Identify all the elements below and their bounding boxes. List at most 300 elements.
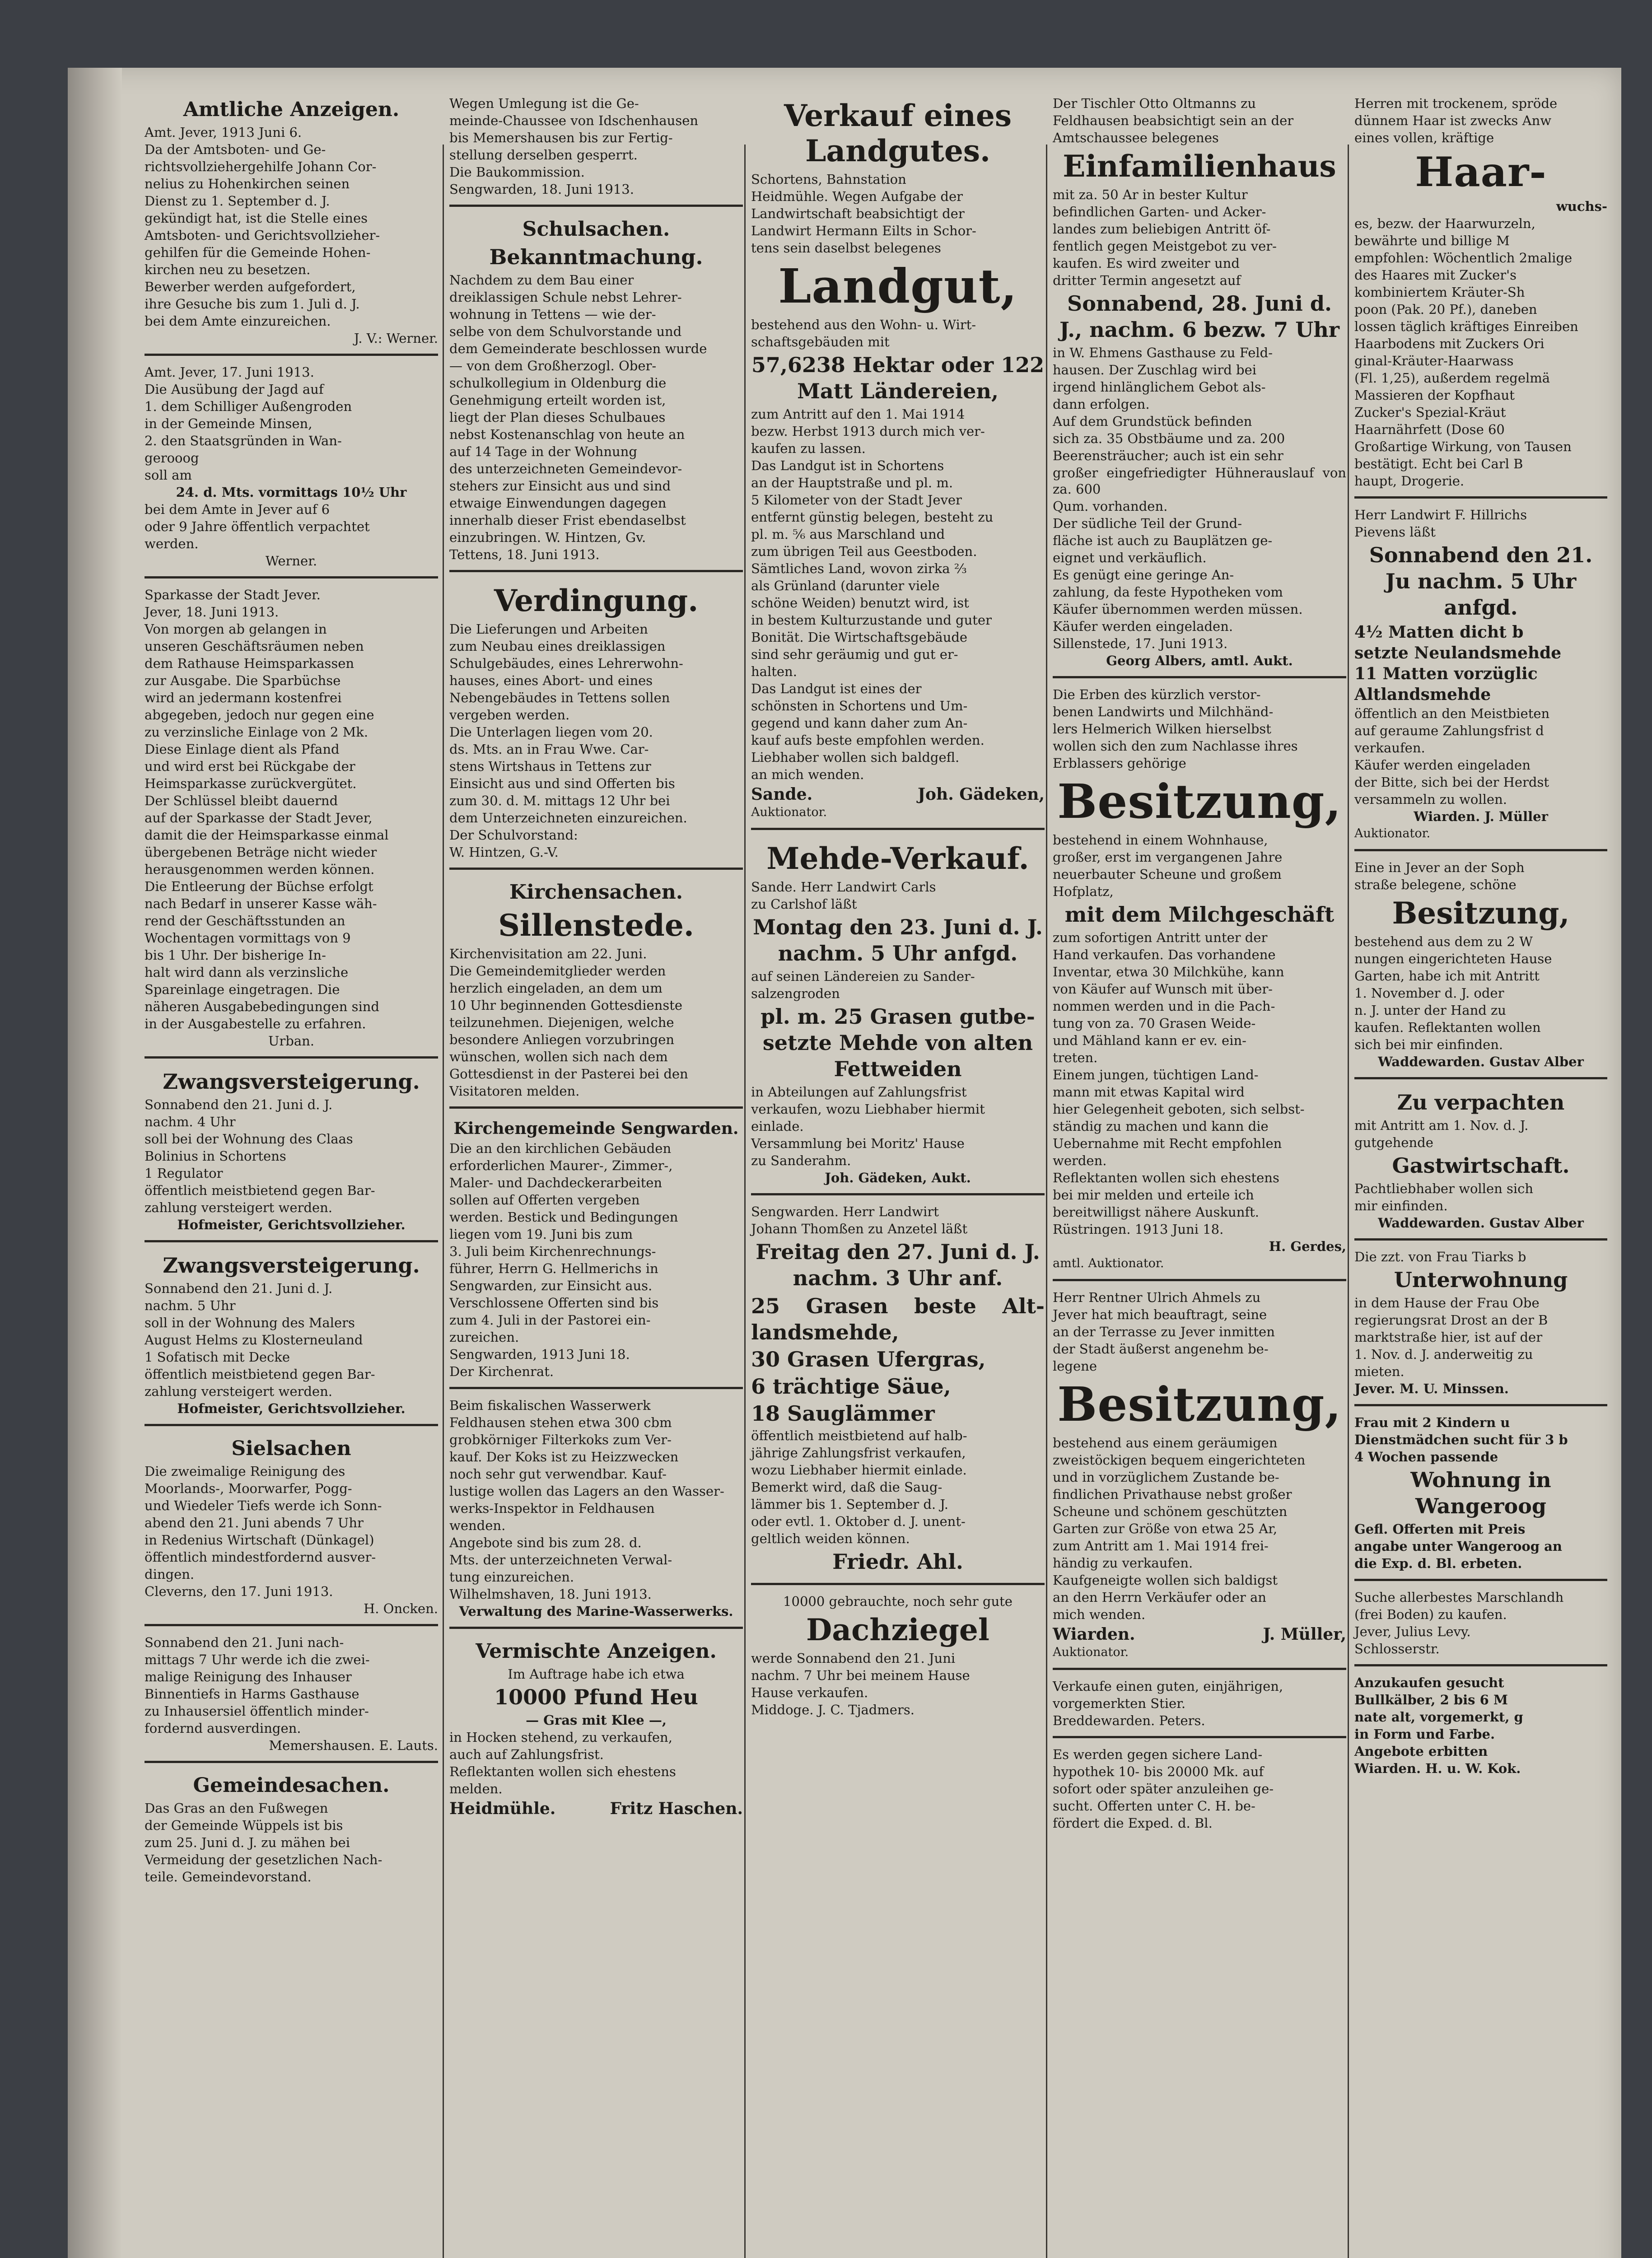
text-line: rend der Geschäftsstunden an: [145, 913, 345, 928]
text-line: innerhalb dieser Frist ebendaselbst: [449, 513, 686, 528]
text-line: lämmer bis 1. September d. J.: [751, 1497, 948, 1512]
text-line: Sonnabend den 21. Juni nach-: [145, 1635, 344, 1650]
text-line: öffentlich meistbietend gegen Bar-: [145, 1367, 375, 1382]
text-line: Kirchenvisitation am 22. Juni.: [449, 946, 647, 961]
text-line: bis 1 Uhr. Der bisherige In-: [145, 947, 326, 963]
ad-stier: [1053, 1675, 1346, 1738]
signature-title: Auktionator.: [1053, 1645, 1129, 1659]
text-line: 1. November d. J. oder: [1354, 985, 1504, 1001]
text-line: Sonnabend den 21. Juni d. J.: [145, 1281, 333, 1296]
ad-headline: Haar-: [1415, 148, 1547, 196]
text-line: Sengwarden, 1913 Juni 18.: [449, 1347, 630, 1362]
text-line: Gottesdienst in der Pasterei bei den: [449, 1066, 688, 1082]
ad-bullkaelber: [1354, 1672, 1607, 1784]
text-line: des Haares mit Zucker's: [1354, 267, 1517, 283]
text-line: setzte Neulandsmehde: [1354, 644, 1562, 662]
text-line: Herr Rentner Ulrich Ahmels zu: [1053, 1290, 1261, 1305]
ad-kirchengemeinde: [449, 1114, 743, 1389]
ad-sengwarden: [751, 1201, 1045, 1585]
text-line: Tettens, 18. Juni 1913.: [449, 547, 600, 562]
text-line: 30 Grasen Ufergras,: [751, 1347, 986, 1372]
text-line: stellung derselben gesperrt.: [449, 147, 638, 163]
text-line: in Hocken stehend, zu verkaufen,: [449, 1730, 672, 1745]
ad-umlegung: [449, 93, 743, 207]
ad-body: [751, 317, 1045, 350]
text-line: Frau mit 2 Kindern u: [1354, 1415, 1510, 1430]
column-4: [1053, 93, 1346, 1844]
text-line: Einem jungen, tüchtigen Land-: [1053, 1067, 1259, 1082]
text-line: bei mir melden und erteile ich: [1053, 1187, 1254, 1203]
text-line: Qum. vorhanden.: [1053, 499, 1168, 514]
text-line: lers Helmerich Wilken hierselbst: [1053, 721, 1271, 737]
ad-body: [1053, 686, 1346, 771]
text-line: sich za. 35 Obstbäume und za. 200: [1053, 431, 1285, 446]
text-line: halt wird dann als verzinsliche: [145, 965, 349, 980]
text-line: fläche ist auch zu Bauplätzen ge-: [1053, 533, 1273, 548]
text-line: hausen. Der Zuschlag wird bei: [1053, 362, 1257, 378]
text-line: hypothek 10- bis 20000 Mk. auf: [1053, 1764, 1264, 1779]
text-line: Schlosserstr.: [1354, 1641, 1440, 1656]
text-line: kirchen neu zu besetzen.: [145, 262, 311, 277]
text-line: lossen täglich kräftiges Einreiben: [1354, 319, 1578, 334]
text-line: bestätigt. Echt bei Carl B: [1354, 456, 1523, 471]
ad-body: [751, 879, 1045, 912]
text-line: mittags 7 Uhr werde ich die zwei-: [145, 1652, 370, 1667]
text-line: verkaufen, wozu Liebhaber hiermit: [751, 1101, 985, 1117]
text-line: Beerensträucher; auch ist ein sehr: [1053, 448, 1283, 463]
text-line: vergeben werden.: [449, 707, 570, 723]
text-line: hier Gelegenheit geboten, sich selbst-: [1053, 1101, 1305, 1117]
text-line: an der Terrasse zu Jever inmitten: [1053, 1324, 1275, 1339]
text-line: 1. Nov. d. J. anderweitig zu: [1354, 1347, 1533, 1362]
text-line: Middoge. J. C. Tjadmers.: [751, 1702, 915, 1717]
text-line: nate alt, vorgemerkt, g: [1354, 1709, 1523, 1725]
text-line: Jever, Julius Levy.: [1354, 1624, 1471, 1639]
ad-body: [1053, 1289, 1346, 1374]
text-line: 4½ Matten dicht b: [1354, 623, 1524, 642]
text-line: Großartige Wirkung, von Tausen: [1354, 439, 1572, 454]
text-line: Altlandsmehde: [1354, 685, 1491, 704]
ad-inhauser: [145, 1632, 438, 1763]
text-line: zweistöckigen bequem eingerichteten: [1053, 1452, 1306, 1468]
ad-signature: J. V.: Werner.: [354, 331, 438, 346]
text-line: Auf dem Grundstück befinden: [1053, 414, 1252, 429]
text-line: regierungsrat Drost an der B: [1354, 1312, 1548, 1328]
text-line: wozu Liebhaber hiermit einlade.: [751, 1462, 967, 1478]
signature-place: Wiarden.: [1053, 1625, 1135, 1644]
ad-body: [145, 1634, 438, 1736]
text-line: n. J. unter der Hand zu: [1354, 1003, 1506, 1018]
ad-verdingung: [449, 578, 743, 870]
text-line: Beim fiskalischen Wasserwerk: [449, 1398, 651, 1413]
ad-body: [449, 272, 743, 563]
text-line: dem Rathause Heimsparkassen: [145, 656, 355, 671]
section-title: Schulsachen.: [522, 218, 670, 241]
text-line: bestehend in einem Wohnhause,: [1053, 832, 1268, 848]
text-line: Herren mit trockenem, spröde: [1354, 96, 1558, 111]
ad-mehde: [751, 835, 1045, 1195]
ad-title: Zu verpachten: [1397, 1090, 1565, 1115]
text-line: Käufer übernommen werden müssen.: [1053, 602, 1303, 617]
ad-signature: Wiarden. J. Müller: [1414, 809, 1548, 824]
text-line: Zucker's Spezial-Kräut: [1354, 405, 1506, 420]
ad-date: Sonnabend, 28. Juni d. J., nachm. 6 bezw. 7 Uhr: [1059, 291, 1340, 342]
text-line: Die Unterlagen liegen vom 20.: [449, 724, 653, 740]
text-line: W. Hintzen, G.-V.: [449, 844, 559, 860]
text-line: nach Bedarf in unserer Kasse wäh-: [145, 896, 377, 911]
text-line: ständig zu machen und kann die: [1053, 1119, 1269, 1134]
text-line: Sengwarden, 18. Juni 1913.: [449, 182, 634, 197]
ad-signature: [751, 784, 1045, 804]
ad-dachziegel: [751, 1591, 1045, 1725]
text-line: zum übrigen Teil aus Geestboden.: [751, 544, 977, 559]
text-line: Kaufgeneigte wollen sich baldigst: [1053, 1572, 1278, 1588]
text-line: dem Gemeinderate beschlossen wurde: [449, 341, 707, 356]
ad-body: [1053, 929, 1346, 1237]
text-line: poon (Pak. 20 Pf.), daneben: [1354, 302, 1537, 317]
section-title: Vermischte Anzeigen.: [476, 1640, 717, 1663]
ad-signature: [449, 1799, 743, 1819]
text-line: stens Wirtshaus in Tettens zur: [449, 759, 651, 774]
text-line: Verschlossene Offerten sind bis: [449, 1295, 659, 1311]
text-line: ihre Gesuche bis zum 1. Juli d. J.: [145, 296, 360, 312]
text-line: nachm. 4 Uhr: [145, 1114, 236, 1129]
ad-date: Freitag den 27. Juni d. J. nachm. 3 Uhr anf.: [756, 1240, 1040, 1290]
text-line: Der Kirchenrat.: [449, 1364, 554, 1379]
text-line: teile. Gemeindevorstand.: [145, 1869, 312, 1885]
ad-highlight: 57,6238 Hektar oder 122 Matt Ländereien,: [751, 353, 1045, 403]
ad-body: Die zzt. von Frau Tiarks b: [1354, 1249, 1526, 1264]
text-line: eignet und verkäuflich.: [1053, 550, 1207, 565]
ad-body: [1354, 215, 1607, 489]
text-line: einlade.: [751, 1119, 804, 1134]
text-line: oder evtl. 1. Oktober d. J. unent-: [751, 1514, 966, 1529]
ad-signature: H. Gerdes,: [1269, 1239, 1346, 1254]
text-line: mir einfinden.: [1354, 1198, 1448, 1213]
ad-headline: Besitzung,: [1057, 774, 1342, 829]
text-line: Der südliche Teil der Grund-: [1053, 516, 1242, 531]
ad-signature: [1053, 1624, 1346, 1644]
text-line: Landwirt Hermann Eilts in Schor-: [751, 223, 976, 238]
text-line: in Redenius Wirtschaft (Dünkagel): [145, 1532, 374, 1548]
text-line: der Gemeinde Wüppels ist bis: [145, 1818, 343, 1833]
text-line: in W. Ehmens Gasthause zu Feld-: [1053, 345, 1273, 360]
text-line: bestehend aus dem zu 2 W: [1354, 934, 1533, 949]
ad-subtitle: — Gras mit Klee —,: [526, 1712, 667, 1728]
ad-date: Sonnabend den 21. Ju nachm. 5 Uhr anfgd.: [1369, 543, 1593, 620]
signature-name: Fritz Haschen.: [610, 1799, 743, 1818]
ad-body: [1354, 1295, 1607, 1380]
ad-signature: Hofmeister, Gerichtsvollzieher.: [177, 1401, 406, 1416]
text-line: Hofplatz,: [1053, 884, 1114, 899]
text-line: übergebenen Beträge nicht wieder: [145, 844, 377, 860]
ad-body: [751, 171, 1045, 256]
ad-date: 24. d. Mts. vormittags 10½ Uhr: [176, 485, 407, 500]
text-line: auch auf Zahlungsfrist.: [449, 1747, 604, 1762]
text-line: Moorlands-, Moorwarfer, Pogg-: [145, 1481, 352, 1496]
text-line: Der Schulvorstand:: [449, 827, 578, 843]
ad-body: [1053, 345, 1346, 652]
text-line: Rüstringen. 1913 Juni 18.: [1053, 1222, 1224, 1237]
ad-body: [1053, 95, 1346, 146]
ad-amt-1: [145, 93, 438, 356]
text-line: Garten, habe ich mit Antritt: [1354, 968, 1540, 984]
ad-body: [1354, 859, 1607, 893]
text-line: die Exp. d. Bl. erbeten.: [1354, 1556, 1522, 1571]
text-line: 25 Grasen beste Alt-landsmehde,: [751, 1294, 1045, 1344]
text-line: Sillenstede, 17. Juni 1913.: [1053, 636, 1228, 651]
ad-body: [145, 501, 438, 552]
text-line: schulkollegium in Oldenburg die: [449, 375, 667, 391]
text-line: dingen.: [145, 1567, 195, 1582]
ad-highlight: mit dem Milchgeschäft: [1064, 902, 1335, 927]
text-line: Bewerber werden aufgefordert,: [145, 279, 356, 294]
text-line: Die Lieferungen und Arbeiten: [449, 621, 648, 637]
text-line: Versammlung bei Moritz' Hause: [751, 1136, 965, 1151]
text-line: fentlich gegen Meistgebot zu ver-: [1053, 238, 1277, 254]
text-line: empfohlen: Wöchentlich 2malige: [1354, 250, 1573, 266]
text-line: hauses, eines Abort- und eines: [449, 673, 653, 688]
text-line: Reflektanten wollen sich ehestens: [1053, 1170, 1279, 1185]
text-line: entfernt günstig belegen, besteht zu: [751, 509, 994, 525]
text-line: Heidmühle. Wegen Aufgabe der: [751, 189, 963, 204]
text-line: einzubringen. W. Hintzen, Gv.: [449, 530, 646, 545]
text-line: gutgehende: [1354, 1135, 1433, 1150]
text-line: 4 Wochen passende: [1354, 1449, 1498, 1465]
text-line: nachm. 7 Uhr bei meinem Hause: [751, 1668, 970, 1683]
text-line: pl. m. ⁵⁄₆ aus Marschland und: [751, 527, 945, 542]
ad-title: Verkauf eines Landgutes.: [784, 98, 1012, 168]
text-line: zu Inhausersiel öffentlich minder-: [145, 1703, 369, 1719]
text-line: führer, Herrn G. Hellmerichs in: [449, 1261, 658, 1276]
text-line: es, bezw. der Haarwurzeln,: [1354, 216, 1535, 231]
ad-body: [449, 1729, 743, 1797]
column-3: [751, 93, 1045, 1731]
text-line: Feldhausen stehen etwa 300 cbm: [449, 1415, 672, 1430]
text-line: Wegen Umlegung ist die Ge-: [449, 96, 639, 111]
text-line: 1. dem Schilliger Außengroden: [145, 399, 352, 414]
text-line: Breddewarden. Peters.: [1053, 1713, 1205, 1728]
ad-body: [1354, 1675, 1607, 1777]
ad-signature: Joh. Gädeken, Aukt.: [825, 1170, 971, 1185]
text-line: halten.: [751, 664, 797, 679]
ad-signature: Waddewarden. Gustav Alber: [1378, 1054, 1584, 1069]
text-line: Haarbodens mit Zuckers Ori: [1354, 336, 1545, 351]
text-line: schaftsgebäuden mit: [751, 334, 890, 350]
text-line: abend den 21. Juni abends 7 Uhr: [145, 1515, 364, 1530]
text-line: fordernd ausverdingen.: [145, 1721, 301, 1736]
ad-items: [1354, 622, 1607, 704]
text-line: kauf aufs beste empfohlen werden.: [751, 732, 985, 748]
text-line: bei dem Amte in Jever auf 6: [145, 502, 330, 517]
text-line: und wird erst bei Rückgabe der: [145, 759, 355, 774]
text-line: angabe unter Wangeroog an: [1354, 1539, 1563, 1554]
text-line: Diese Einlage dient als Pfand: [145, 742, 340, 757]
text-line: malige Reinigung des Inhauser: [145, 1669, 352, 1684]
text-line: Der Tischler Otto Oltmanns zu: [1053, 96, 1256, 111]
text-line: teilzunehmen. Diejenigen, welche: [449, 1015, 674, 1030]
ad-highlight: pl. m. 25 Grasen gutbe-setzte Mehde von alten Fettweiden: [761, 1004, 1035, 1081]
text-line: Sämtliches Land, wovon zirka ²⁄₃: [751, 561, 967, 576]
text-line: auf seinen Ländereien zu Sander-: [751, 969, 975, 984]
ad-signature: Jever. M. U. Minssen.: [1354, 1381, 1509, 1396]
ad-title: Verdingung.: [494, 583, 699, 618]
ad-signature: Memershausen. E. Lauts.: [269, 1738, 438, 1753]
text-line: Scheune und schönem geschützten: [1053, 1504, 1288, 1519]
text-line: richtsvollziehergehilfe Johann Cor-: [145, 159, 377, 174]
ad-body: [1053, 1746, 1346, 1831]
text-line: 6 trächtige Säue,: [751, 1374, 951, 1399]
column-5: [1354, 93, 1607, 1789]
ad-gemeindesachen: [145, 1768, 438, 1892]
text-line: sofort oder später anzuleihen ge-: [1053, 1781, 1274, 1796]
column-2: [449, 93, 743, 1830]
text-line: 1 Sofatisch mit Decke: [145, 1349, 290, 1365]
text-line: Dienstmädchen sucht für 3 b: [1354, 1432, 1568, 1447]
ad-wasserwerk: [449, 1395, 743, 1629]
ad-sielsachen: [145, 1432, 438, 1626]
ad-kirchensachen: [449, 875, 743, 1109]
ad-title: Einfamilienhaus: [1063, 149, 1336, 184]
text-line: gerooog: [145, 450, 199, 466]
ad-sophienstrasse: [1354, 857, 1607, 1079]
text-line: in Form und Farbe.: [1354, 1726, 1495, 1742]
ad-signature: Georg Albers, amtl. Aukt.: [1106, 653, 1293, 668]
text-line: Anzukaufen gesucht: [1354, 1675, 1504, 1690]
text-line: Der Schlüssel bleibt dauernd: [145, 793, 338, 808]
text-line: von Käufer auf Wunsch mit über-: [1053, 981, 1273, 997]
text-line: Wiarden. H. u. W. Kok.: [1354, 1761, 1521, 1776]
ad-signature: Werner.: [265, 553, 317, 569]
text-line: wohnung in Tettens — wie der-: [449, 307, 656, 322]
ad-hillrichs: [1354, 504, 1607, 851]
text-line: Heimsparkasse zurückvergütet.: [145, 776, 357, 791]
text-line: Verkaufe einen guten, einjährigen,: [1053, 1679, 1283, 1694]
text-line: Sparkasse der Stadt Jever.: [145, 587, 321, 602]
text-line: Die Gemeindemitglieder werden: [449, 963, 666, 979]
ad-body: [751, 968, 1045, 1002]
text-line: mieten.: [1354, 1364, 1405, 1379]
text-line: legene: [1053, 1358, 1097, 1374]
text-line: bestehend aus einem geräumigen: [1053, 1435, 1278, 1451]
text-line: Jever hat mich beauftragt, seine: [1053, 1307, 1267, 1322]
text-line: Massieren der Kopfhaut: [1354, 387, 1515, 403]
text-line: bei dem Amte einzureichen.: [145, 313, 331, 329]
text-line: vorgemerkten Stier.: [1053, 1696, 1186, 1711]
text-line: in der Ausgabestelle zu erfahren.: [145, 1016, 366, 1031]
ad-headline: Wohnung in Wangeroog: [1410, 1468, 1551, 1518]
text-line: Von morgen ab gelangen in: [145, 621, 327, 637]
text-line: Schortens, Bahnstation: [751, 172, 906, 187]
text-line: erforderlichen Maurer-, Zimmer-,: [449, 1158, 673, 1173]
ad-headline: Besitzung,: [1057, 1376, 1342, 1432]
text-line: wollen sich den zum Nachlasse ihres: [1053, 738, 1298, 754]
text-line: fördert die Exped. d. Bl.: [1053, 1815, 1213, 1831]
text-line: Angebote sind bis zum 28. d.: [449, 1535, 642, 1550]
ad-headline: Landgut,: [778, 258, 1017, 314]
ad-body: [145, 1280, 438, 1400]
text-line: dritter Termin angesetzt auf: [1053, 273, 1241, 288]
ad-body: [1053, 832, 1346, 900]
text-line: verkaufen.: [1354, 740, 1425, 756]
column-rule: [744, 145, 746, 2258]
text-line: soll am: [145, 467, 192, 483]
text-line: eines vollen, kräftige: [1354, 130, 1494, 145]
text-line: nommen werden und in die Pach-: [1053, 998, 1275, 1014]
text-line: dünnem Haar ist zwecks Anw: [1354, 113, 1552, 128]
ad-signature: Verwaltung des Marine-Wasserwerks.: [459, 1604, 733, 1619]
text-line: ginal-Kräuter-Haarwass: [1354, 353, 1514, 369]
text-line: und Wiedeler Tiefs werde ich Sonn-: [145, 1498, 382, 1513]
text-line: Es werden gegen sichere Land-: [1053, 1747, 1263, 1762]
text-line: zum Antritt am 1. Mai 1914 frei-: [1053, 1538, 1269, 1554]
text-line: Es genügt eine geringe An-: [1053, 567, 1234, 583]
text-line: (Fl. 1,25), außerdem regelmä: [1354, 370, 1550, 386]
ad-headline: Besitzung,: [1392, 896, 1570, 931]
ad-body: [1354, 1180, 1607, 1214]
signature-title: amtl. Auktionator.: [1053, 1256, 1164, 1270]
text-line: nungen eingerichteten Hause: [1354, 951, 1552, 966]
text-line: des unterzeichneten Gemeindevor-: [449, 461, 682, 476]
text-line: Pachtliebhaber wollen sich: [1354, 1181, 1534, 1196]
ad-unterwohnung: [1354, 1246, 1607, 1406]
text-line: bezw. Herbst 1913 durch mich ver-: [751, 424, 985, 439]
text-line: gekündigt hat, ist die Stelle eines: [145, 210, 368, 226]
text-line: zu Sanderahm.: [751, 1153, 851, 1168]
ad-body: [1354, 1521, 1607, 1572]
text-line: Mts. der unterzeichneten Verwal-: [449, 1552, 672, 1568]
text-line: Die Ausübung der Jagd auf: [145, 382, 324, 397]
text-line: kaufen. Es wird zweiter und: [1053, 256, 1240, 271]
text-line: 3. Juli beim Kirchenrechnungs-: [449, 1244, 656, 1259]
ad-body: [449, 95, 743, 197]
text-line: 5 Kilometer von der Stadt Jever: [751, 492, 962, 508]
text-line: Das Landgut ist eines der: [751, 681, 922, 696]
ad-body: [1053, 187, 1346, 289]
ad-body: [145, 364, 438, 483]
text-line: Hause verkaufen.: [751, 1685, 868, 1700]
text-line: werde Sonnabend den 21. Juni: [751, 1651, 956, 1666]
text-line: öffentlich meistbietend auf halb-: [751, 1428, 967, 1443]
text-line: Die an den kirchlichen Gebäuden: [449, 1141, 672, 1156]
text-line: lustige wollen das Lagers an den Wasser-: [449, 1484, 724, 1499]
text-line: tens sein daselbst belegenes: [751, 240, 941, 256]
text-line: zahlung, da feste Hypotheken vom: [1053, 584, 1283, 600]
text-line: Vermeidung der gesetzlichen Nach-: [145, 1852, 383, 1867]
column-rule: [443, 145, 444, 2258]
ad-einfamilienhaus: [1053, 93, 1346, 678]
text-line: Eine in Jever an der Soph: [1354, 860, 1525, 875]
text-line: händig zu verkaufen.: [1053, 1555, 1193, 1571]
text-line: dem Unterzeichneten einzureichen.: [449, 810, 687, 826]
text-line: dreiklassigen Schule nebst Lehrer-: [449, 289, 682, 305]
text-line: zum sofortigen Antritt unter der: [1053, 930, 1268, 945]
text-line: Hand verkaufen. Das vorhandene: [1053, 947, 1276, 962]
text-line: Binnentiefs in Harms Gasthause: [145, 1686, 359, 1702]
text-line: Das Landgut ist in Schortens: [751, 458, 944, 473]
text-line: kauf. Der Koks ist zu Heizzwecken: [449, 1449, 679, 1465]
text-line: soll bei der Wohnung des Claas: [145, 1131, 353, 1147]
text-line: Angebote erbitten: [1354, 1744, 1488, 1759]
text-line: Wilhelmshaven, 18. Juni 1913.: [449, 1586, 652, 1602]
text-line: näheren Ausgabebedingungen sind: [145, 999, 379, 1014]
text-line: findlichen Privathause nebst großer: [1053, 1487, 1292, 1502]
ad-body: [449, 621, 743, 860]
column-rule: [1046, 145, 1047, 2258]
text-line: tung einzureichen.: [449, 1569, 574, 1585]
text-line: noch sehr gut verwendbar. Kauf-: [449, 1466, 667, 1482]
text-line: Uebernahme mit Recht empfohlen: [1053, 1136, 1282, 1151]
